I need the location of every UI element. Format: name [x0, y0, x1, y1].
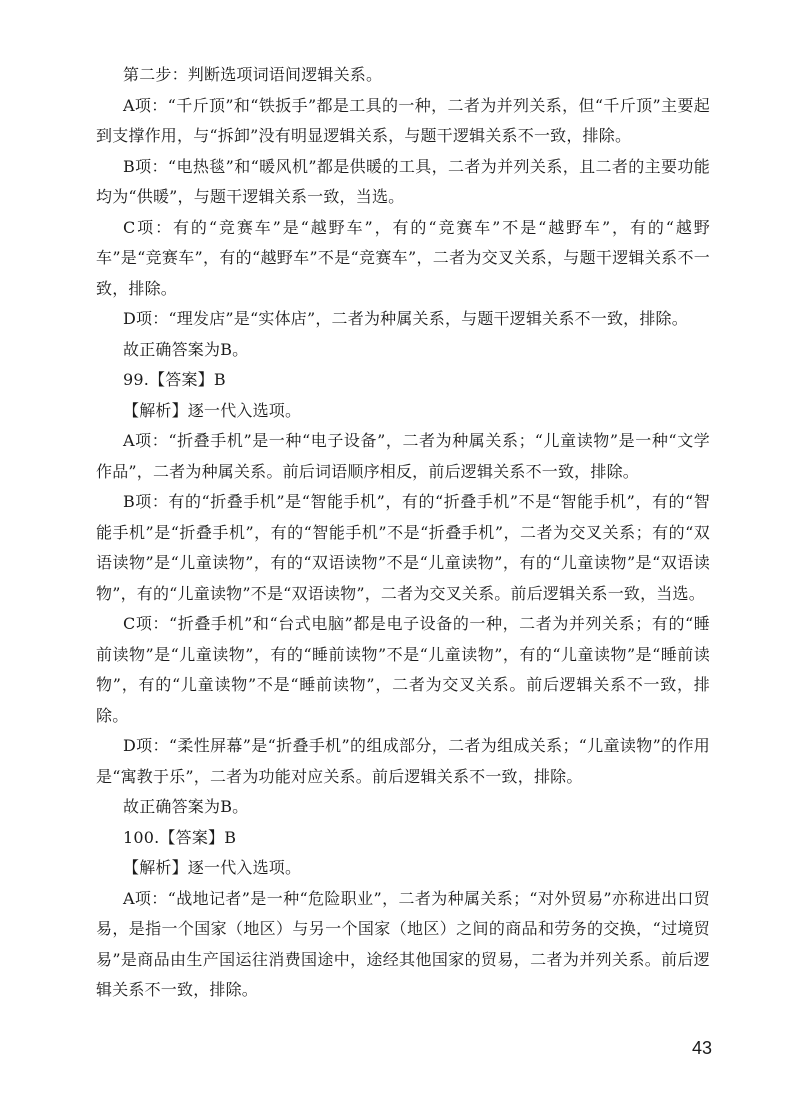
- paragraph-answer-q98: 故正确答案为B。: [123, 339, 249, 359]
- paragraph-option-a-q98: A项：“千斤顶”和“铁扳手”都是工具的一种，二者为并列关系，但“千斤顶”主要起到支撑作用，与“拆卸”没有明显逻辑关系，与题干逻辑关系不一致，排除。: [96, 95, 710, 145]
- paragraph-step-two: 第二步：判断选项词语间逻辑关系。: [123, 65, 383, 84]
- paragraph-option-b-q98: B项：“电热毯”和“暖风机”都是供暖的工具，二者为并列关系，且二者的主要功能均为“供暖”，与题干逻辑关系一致，当选。: [96, 156, 710, 206]
- question-100-analysis-heading: 【解析】逐一代入选项。: [123, 858, 302, 877]
- paragraph-option-d-q98: D项：“理发店”是“实体店”，二者为种属关系，与题干逻辑关系不一致，排除。: [123, 309, 688, 328]
- document-body: [96, 60, 710, 1006]
- paragraph-option-d-q99: D项：“柔性屏幕”是“折叠手机”的组成部分，二者为组成关系；“儿童读物”的作用是“寓教于乐”，二者为功能对应关系。前后逻辑关系不一致，排除。: [96, 736, 710, 786]
- page-number: 43: [691, 1038, 712, 1058]
- question-100-answer-heading: 100.【答案】B: [123, 827, 237, 847]
- paragraph-option-a-q100: A项：“战地记者”是一种“危险职业”，二者为种属关系；“对外贸易”亦称进出口贸易，是指一个国家（地区）与另一个国家（地区）之间的商品和劳务的交换，“过境贸易”是商品由生产国运往消费国途中，途经其他国家的贸易，二者为并列关系。前后逻辑关系不一致，排除。: [96, 888, 710, 999]
- paragraph-option-b-q99: B项：有的“折叠手机”是“智能手机”，有的“折叠手机”不是“智能手机”，有的“智能手机”是“折叠手机”，有的“智能手机”不是“折叠手机”，二者为交叉关系；有的“双语读物”是“儿童读物”，有的“双语读物”不是“儿童读物”，有的“儿童读物”是“双语读物”，有的“儿童读物”不是“双语读物”，二者为交叉关系。前后逻辑关系一致，当选。: [96, 492, 710, 603]
- paragraph-option-a-q99: A项：“折叠手机”是一种“电子设备”，二者为种属关系；“儿童读物”是一种“文学作品”，二者为种属关系。前后词语顺序相反，前后逻辑关系不一致，排除。: [96, 431, 710, 481]
- question-99-analysis-heading: 【解析】逐一代入选项。: [123, 400, 302, 420]
- question-99-answer-heading: 99.【答案】B: [123, 370, 226, 389]
- paragraph-option-c-q98: C项：有的“竞赛车”是“越野车”，有的“竞赛车”不是“越野车”，有的“越野车”是“竞赛车”，有的“越野车”不是“竞赛车”，二者为交叉关系，与题干逻辑关系不一致，排除。: [96, 217, 710, 298]
- paragraph-option-c-q99: C项：“折叠手机”和“台式电脑”都是电子设备的一种，二者为并列关系；有的“睡前读物”是“儿童读物”，有的“睡前读物”不是“儿童读物”，有的“儿童读物”是“睡前读物”，有的“儿童读物”不是“睡前读物”，二者为交叉关系。前后逻辑关系不一致，排除。: [96, 614, 710, 725]
- paragraph-answer-q99: 故正确答案为B。: [123, 797, 249, 816]
